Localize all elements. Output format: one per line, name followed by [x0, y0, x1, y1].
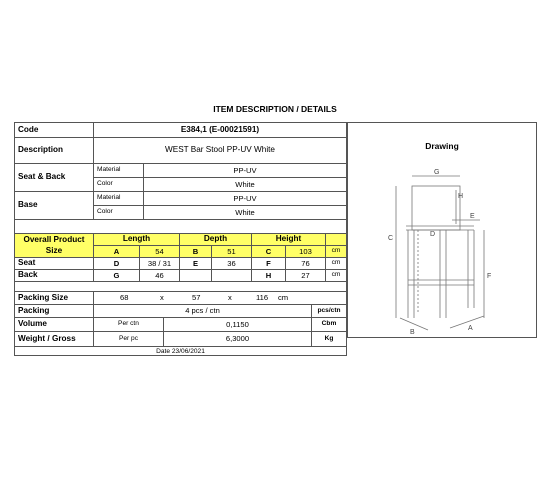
length-header: Length — [94, 234, 180, 246]
base-label: Base — [14, 192, 94, 220]
volume-value: 0,1150 — [164, 318, 312, 332]
weight-value: 6,3000 — [164, 332, 312, 347]
dim-a-label: A — [468, 325, 473, 332]
dim-b-label: B — [410, 329, 415, 336]
overall-height-key: C — [252, 246, 286, 258]
weight-sub: Per pc — [94, 332, 164, 347]
seat-depth-value: 36 — [212, 258, 252, 270]
dim-h-label: H — [458, 193, 464, 200]
volume-sub: Per ctn — [94, 318, 164, 332]
packing-height: 116 — [256, 293, 269, 303]
packing-size-unit: cm — [278, 293, 289, 303]
dim-d-label: D — [430, 231, 436, 238]
seat-back-material-value: PP-UV — [144, 164, 347, 178]
base-material-value: PP-UV — [144, 192, 347, 206]
overall-length-key: A — [94, 246, 140, 258]
dim-g-label: G — [434, 169, 440, 176]
overall-size-label-line2: Size — [45, 245, 63, 255]
document-title: ITEM DESCRIPTION / DETAILS — [213, 104, 337, 114]
base-material-label: Material — [94, 192, 144, 206]
seat-length-value: 38 / 31 — [140, 258, 180, 270]
spacer-row — [14, 220, 347, 234]
code-value: E384,1 (E-00021591) — [94, 122, 347, 138]
back-length-key: G — [94, 270, 140, 282]
packing-length: 68 — [120, 293, 129, 303]
packing-unit: pcs/ctn — [312, 305, 347, 318]
back-label: Back — [14, 270, 94, 282]
overall-length-value: 54 — [140, 246, 180, 258]
dim-e-label: E — [470, 213, 475, 220]
item-details-sheet — [14, 122, 537, 356]
weight-unit: Kg — [312, 332, 347, 347]
back-depth-key — [180, 270, 212, 282]
seat-label: Seat — [14, 258, 94, 270]
base-color-value: White — [144, 206, 347, 220]
description-label: Description — [14, 138, 94, 164]
base-color-label: Color — [94, 206, 144, 220]
date-stamp: Date 23/06/2021 — [14, 347, 347, 356]
overall-unit: cm — [326, 246, 347, 258]
bar-stool-drawing — [388, 168, 498, 338]
back-length-value: 46 — [140, 270, 180, 282]
backrest-outline — [412, 186, 460, 230]
packing-width: 57 — [192, 293, 201, 303]
packing-size-label: Packing Size — [14, 292, 94, 305]
seat-back-color-value: White — [144, 178, 347, 192]
back-height-value: 27 — [286, 270, 326, 282]
height-header: Height — [252, 234, 326, 246]
packing-x2: x — [228, 293, 232, 303]
weight-label: Weight / Gross — [14, 332, 94, 347]
back-height-key: H — [252, 270, 286, 282]
dim-f-label: F — [487, 273, 492, 280]
seat-length-key: D — [94, 258, 140, 270]
description-value: WEST Bar Stool PP-UV White — [94, 138, 347, 164]
seat-back-label: Seat & Back — [14, 164, 94, 192]
packing-label: Packing — [14, 305, 94, 318]
seat-back-color-label: Color — [94, 178, 144, 192]
overall-depth-value: 51 — [212, 246, 252, 258]
seat-height-value: 76 — [286, 258, 326, 270]
drawing-label: Drawing — [425, 141, 459, 151]
seat-unit: cm — [326, 258, 347, 270]
dim-c-label: C — [388, 235, 394, 242]
unit-header — [326, 234, 347, 246]
back-unit: cm — [326, 270, 347, 282]
packing-value: 4 pcs / ctn — [94, 305, 312, 318]
depth-header: Depth — [180, 234, 252, 246]
packing-size-row — [94, 292, 347, 305]
overall-size-label-line1: Overall Product — [23, 235, 85, 245]
overall-depth-key: B — [180, 246, 212, 258]
spacer-row-2 — [14, 282, 347, 292]
packing-x1: x — [160, 293, 164, 303]
code-label: Code — [14, 122, 94, 138]
dim-a-line — [450, 316, 484, 328]
drawing-panel — [347, 122, 537, 338]
volume-unit: Cbm — [312, 318, 347, 332]
back-depth-value — [212, 270, 252, 282]
volume-label: Volume — [14, 318, 94, 332]
overall-height-value: 103 — [286, 246, 326, 258]
seat-depth-key: E — [180, 258, 212, 270]
seat-height-key: F — [252, 258, 286, 270]
overall-size-label — [14, 234, 94, 258]
seat-back-material-label: Material — [94, 164, 144, 178]
